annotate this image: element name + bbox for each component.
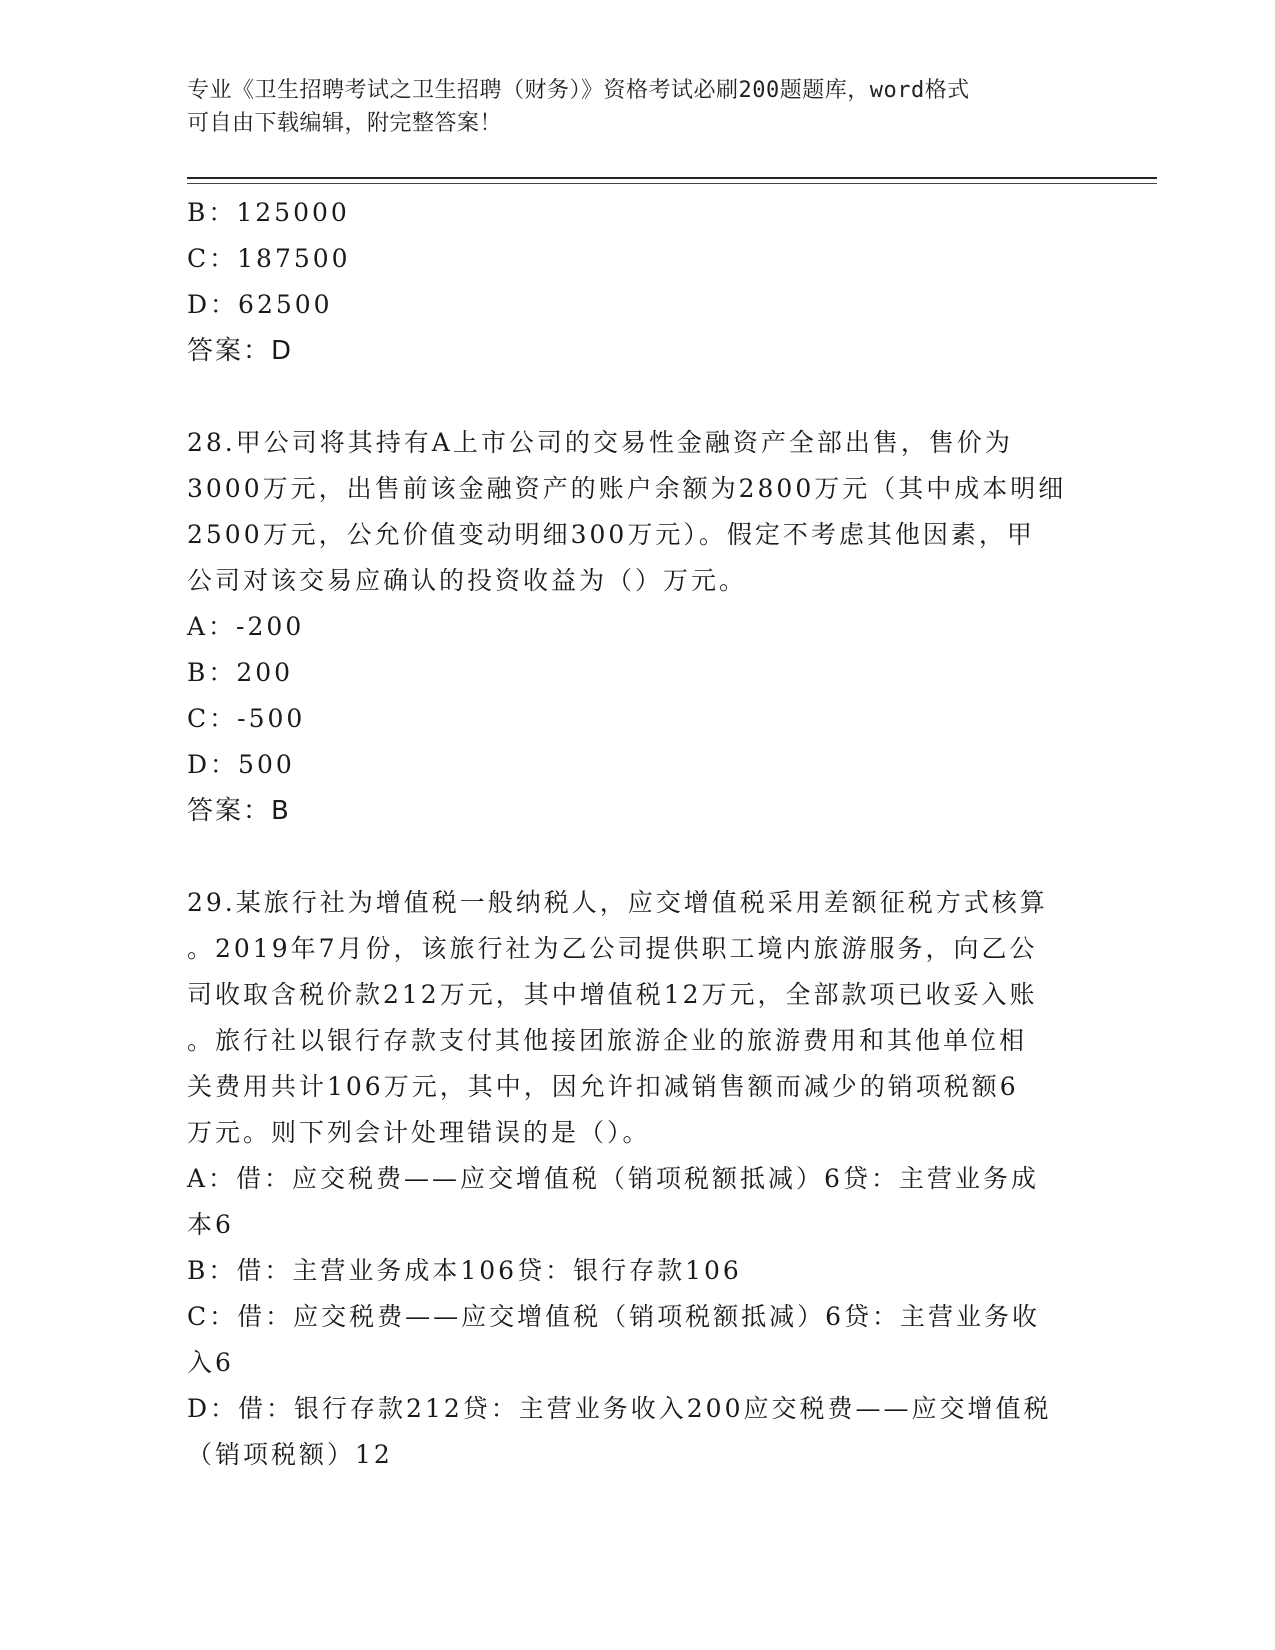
question-stem-line: 司收取含税价款212万元，其中增值税12万元，全部款项已收妥入账 [187, 980, 1038, 1009]
option-d: D：500 [187, 750, 295, 779]
prev-question [187, 190, 1087, 374]
option-d: D：借：银行存款212贷：主营业务收入200应交税费——应交增值税 [187, 1394, 1052, 1423]
option-c-continued: 入6 [187, 1348, 234, 1377]
question-stem-line: 3000万元，出售前该金融资产的账户余额为2800万元（其中成本明细 [187, 474, 1067, 503]
answer-line: 答案：B [187, 796, 291, 826]
option-b: B：200 [187, 658, 294, 687]
option-a: A：借：应交税费——应交增值税（销项税额抵减）6贷：主营业务成 [187, 1164, 1039, 1193]
spacer [187, 374, 1087, 420]
question-29 [187, 880, 1087, 1478]
header-divider-thick [187, 177, 1157, 179]
option-c: C：-500 [187, 704, 306, 733]
question-stem-line: 29.某旅行社为增值税一般纳税人，应交增值税采用差额征税方式核算 [187, 888, 1048, 917]
document-body [187, 190, 1087, 1478]
option-d: D：62500 [187, 290, 333, 319]
option-c: C：187500 [187, 244, 351, 273]
answer-line: 答案：D [187, 336, 294, 366]
question-stem-line: 2500万元，公允价值变动明细300万元）。假定不考虑其他因素，甲 [187, 520, 1035, 549]
spacer [187, 834, 1087, 880]
option-d-continued: （销项税额）12 [187, 1440, 393, 1469]
option-b: B：125000 [187, 198, 350, 227]
question-stem-line: 公司对该交易应确认的投资收益为（）万元。 [187, 566, 748, 595]
page-header [187, 74, 1067, 140]
header-divider-thin [187, 183, 1157, 184]
option-c: C：借：应交税费——应交增值税（销项税额抵减）6贷：主营业务收 [187, 1302, 1041, 1331]
question-stem-line: 28.甲公司将其持有A上市公司的交易性金融资产全部出售，售价为 [187, 428, 1013, 457]
header-line-1: 专业《卫生招聘考试之卫生招聘（财务）》资格考试必刷200题题库，word格式 [187, 78, 970, 103]
question-stem-line: 万元。则下列会计处理错误的是（）。 [187, 1118, 651, 1147]
header-line-2: 可自由下载编辑，附完整答案！ [187, 111, 503, 136]
question-stem-line: 。旅行社以银行存款支付其他接团旅游企业的旅游费用和其他单位相 [187, 1026, 1028, 1055]
question-stem-line: 。2019年7月份，该旅行社为乙公司提供职工境内旅游服务，向乙公 [187, 934, 1038, 963]
option-a: A：-200 [187, 612, 305, 641]
option-a-continued: 本6 [187, 1210, 234, 1239]
question-stem-line: 关费用共计106万元，其中，因允许扣减销售额而减少的销项税额6 [187, 1072, 1019, 1101]
question-28 [187, 420, 1087, 834]
option-b: B：借：主营业务成本106贷：银行存款106 [187, 1256, 742, 1285]
